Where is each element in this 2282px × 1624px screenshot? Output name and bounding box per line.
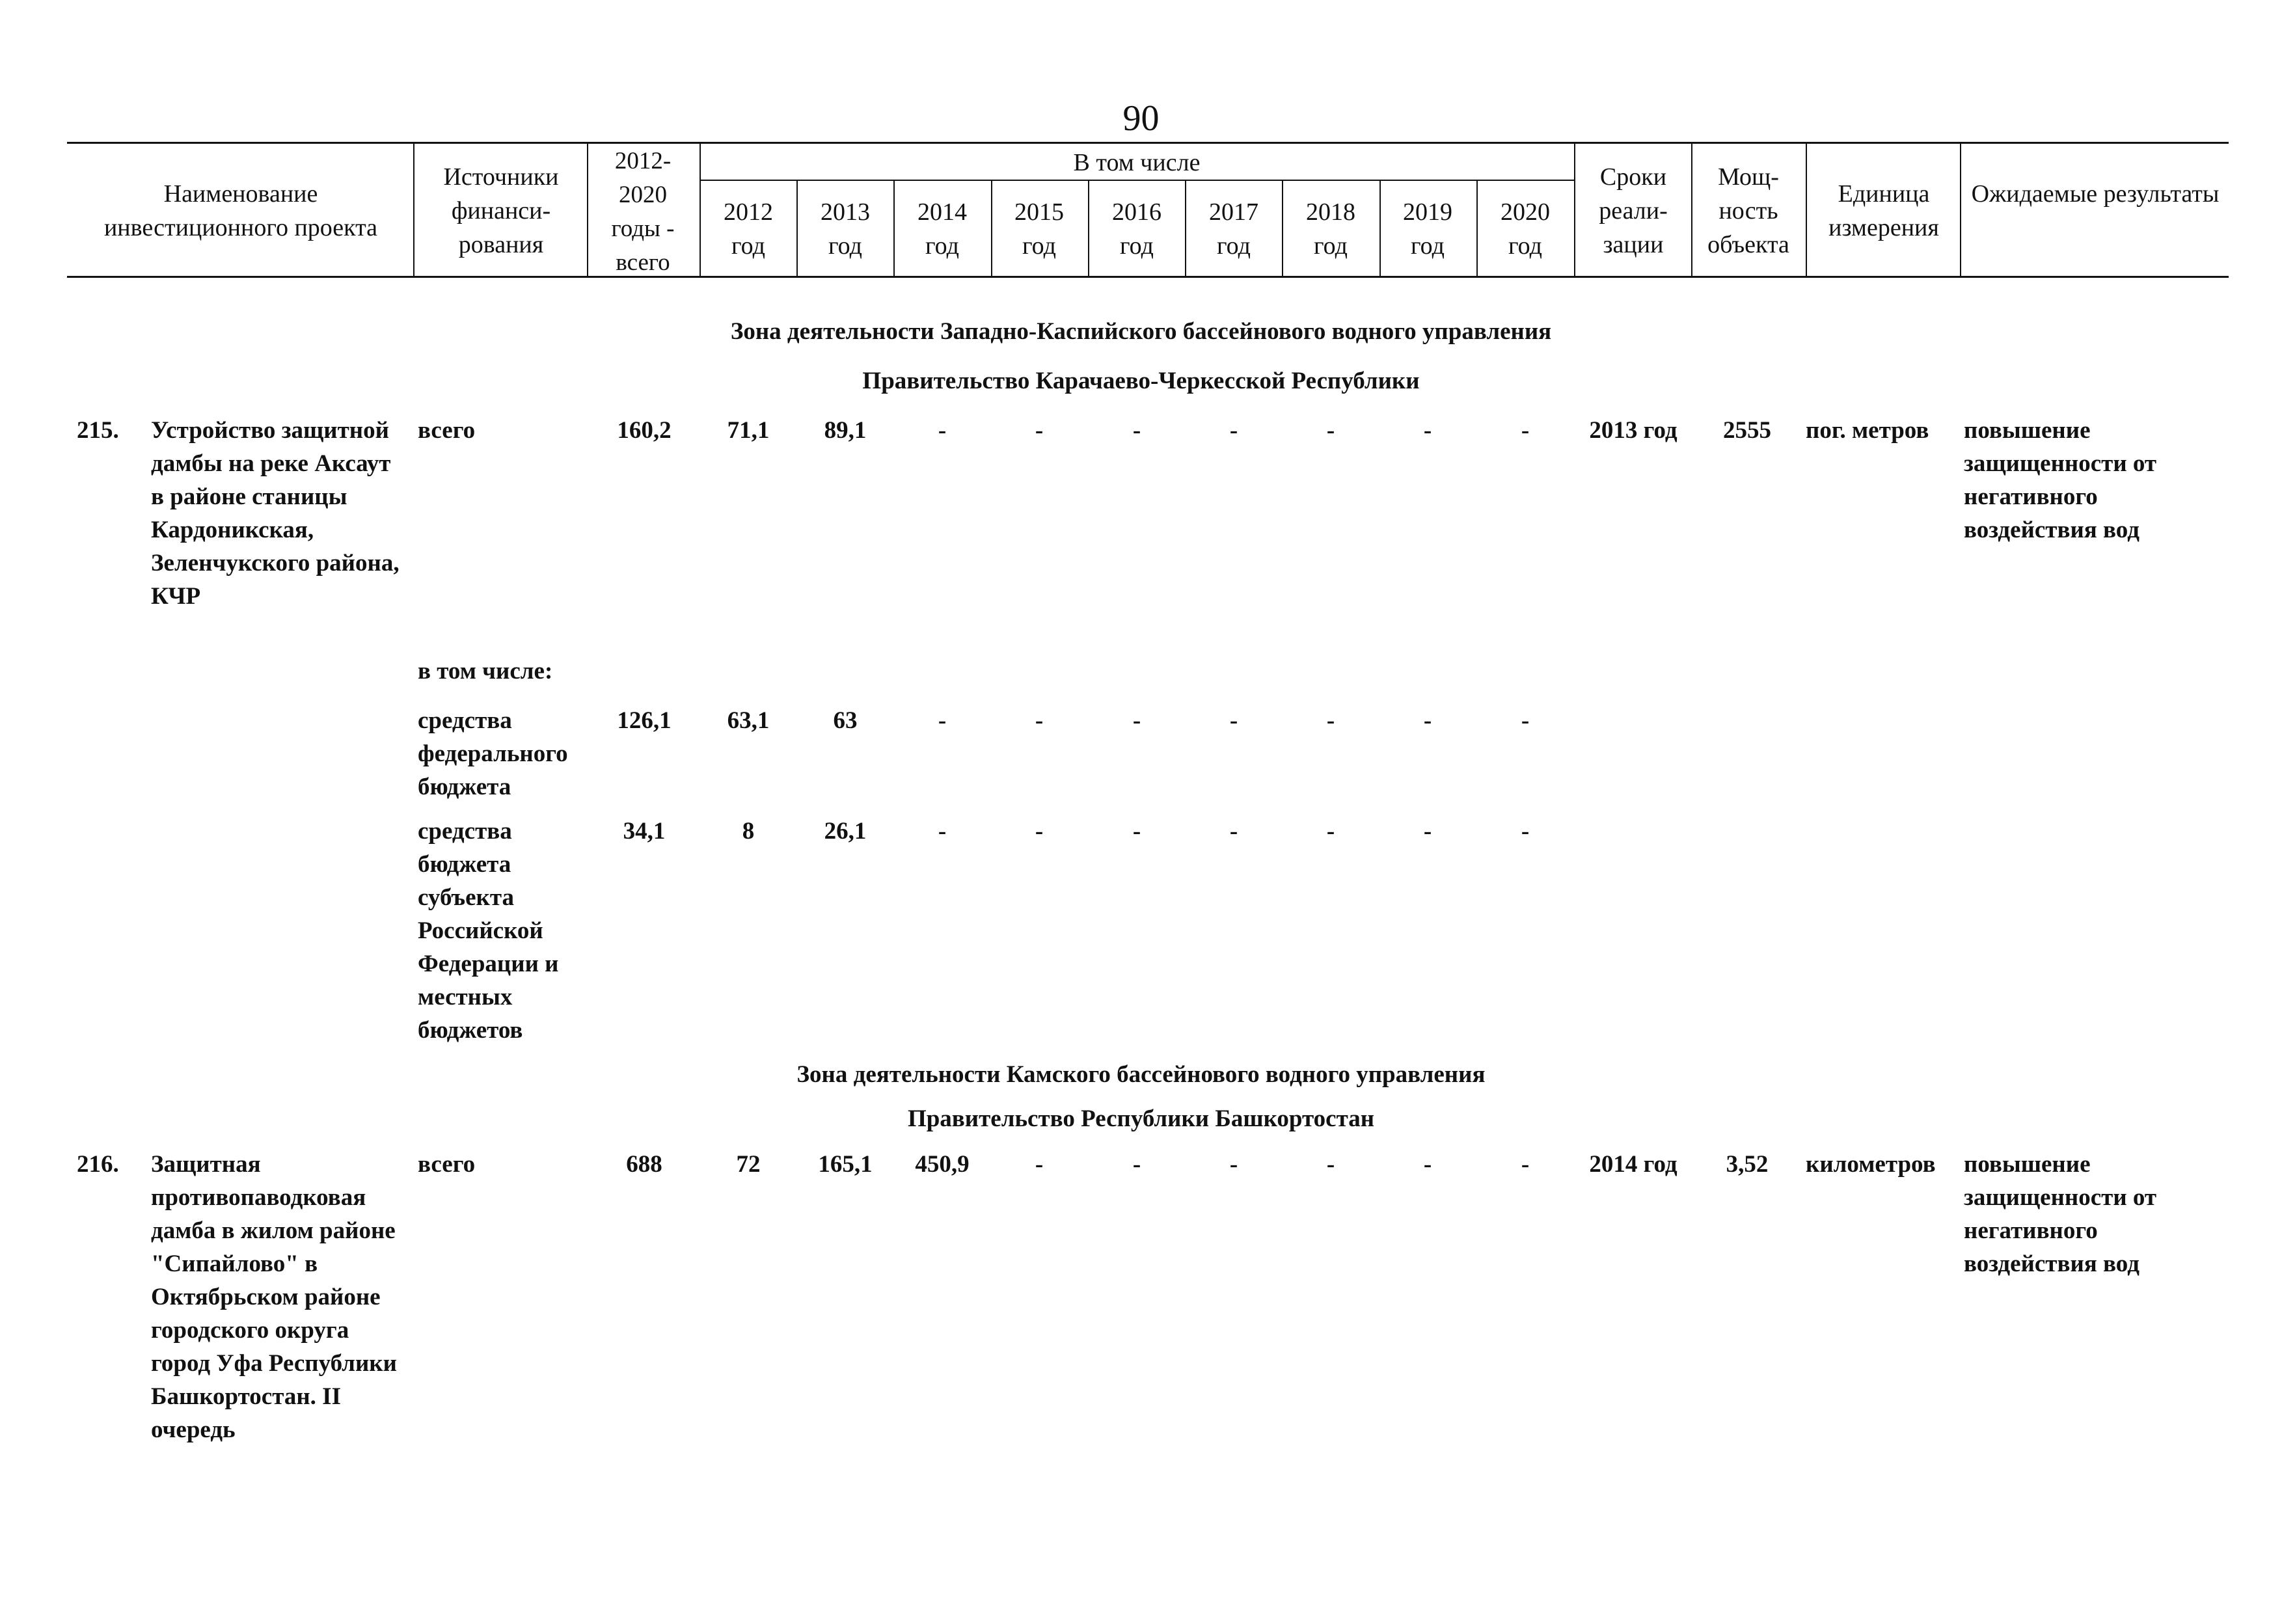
value-2019: -	[1423, 707, 1432, 734]
row-total: 126,1	[617, 707, 672, 734]
col-divider	[796, 181, 798, 276]
value-2017: -	[1229, 1151, 1238, 1178]
project-term: 2014 год	[1589, 1151, 1678, 1178]
row-total: 34,1	[623, 818, 666, 845]
col-divider	[1691, 143, 1692, 276]
source-label: всего	[418, 1151, 476, 1178]
col-divider	[1574, 143, 1575, 276]
value-2020: -	[1521, 417, 1530, 444]
value-2016: -	[1132, 707, 1141, 734]
col-divider	[1088, 181, 1089, 276]
project-name: Устройство защитной дамбы на реке Аксаут в районе станицы Кардоникская, Зеленчукского района, КЧР	[151, 417, 400, 610]
value-2013: 63	[833, 707, 858, 734]
header-including: В том числе	[1073, 149, 1201, 176]
value-2018: -	[1326, 818, 1335, 845]
header-term: Сроки реали-зации	[1599, 163, 1668, 258]
project-result: повышение защищенности от негативного воздействия вод	[1964, 1151, 2157, 1277]
project-term: 2013 год	[1589, 417, 1678, 444]
value-2014: 450,9	[915, 1151, 970, 1178]
project-number: 216.	[77, 1151, 119, 1178]
including-label: в том числе:	[418, 658, 553, 684]
page-number: 90	[1122, 98, 1160, 139]
col-divider	[413, 143, 414, 276]
project-name: Защитная противопаводковая дамба в жилом районе "Сипайлово" в Октябрьском районе городского округа город Уфа Республики Башкортостан. II очередь	[151, 1151, 397, 1443]
header-year-2013: 2013 год	[821, 198, 870, 260]
value-2017: -	[1229, 707, 1238, 734]
header-capacity: Мощ-ность объекта	[1707, 163, 1789, 258]
row-total: 688	[626, 1151, 662, 1178]
header-unit: Единица измерения	[1828, 180, 1939, 241]
source-label: средства федерального бюджета	[418, 707, 568, 800]
col-divider	[1185, 181, 1186, 276]
header-year-2014: 2014 год	[917, 198, 967, 260]
zone-heading: Зона деятельности Камского бассейнового водного управления	[796, 1061, 1486, 1088]
col-divider	[1960, 143, 1961, 276]
project-capacity: 3,52	[1726, 1151, 1769, 1178]
zone-heading: Зона деятельности Западно-Каспийского бассейнового водного управления	[730, 318, 1552, 345]
value-2016: -	[1132, 818, 1141, 845]
value-2013: 89,1	[824, 417, 867, 444]
col-divider	[893, 181, 895, 276]
value-2012: 8	[742, 818, 755, 845]
value-2018: -	[1326, 1151, 1335, 1178]
value-2012: 72	[736, 1151, 761, 1178]
project-capacity: 2555	[1723, 417, 1771, 444]
value-2016: -	[1132, 417, 1141, 444]
value-2014: -	[938, 707, 947, 734]
value-2012: 63,1	[727, 707, 770, 734]
government-heading: Правительство Карачаево-Черкесской Республики	[862, 368, 1420, 394]
value-2015: -	[1035, 417, 1044, 444]
value-2019: -	[1423, 1151, 1432, 1178]
project-number: 215.	[77, 417, 119, 444]
value-2020: -	[1521, 818, 1530, 845]
header-top-rule	[67, 142, 2229, 144]
value-2018: -	[1326, 417, 1335, 444]
header-year-2017: 2017 год	[1209, 198, 1258, 260]
value-2015: -	[1035, 818, 1044, 845]
years-subheader-rule	[700, 180, 1574, 181]
value-2013: 26,1	[824, 818, 867, 845]
government-heading: Правительство Республики Башкортостан	[907, 1105, 1375, 1132]
col-divider	[1476, 181, 1478, 276]
source-label: всего	[418, 417, 476, 444]
header-name: Наименование инвестиционного проекта	[103, 180, 378, 241]
header-year-2015: 2015 год	[1014, 198, 1064, 260]
header-results: Ожидаемые результаты	[1971, 180, 2220, 208]
header-year-2012: 2012 год	[724, 198, 773, 260]
value-2017: -	[1229, 417, 1238, 444]
value-2017: -	[1229, 818, 1238, 845]
project-result: повышение защищенности от негативного воздействия вод	[1964, 417, 2157, 543]
col-divider	[991, 181, 992, 276]
header-bottom-rule	[67, 276, 2229, 278]
project-unit: километров	[1806, 1151, 1936, 1178]
col-divider	[1379, 181, 1381, 276]
project-unit: пог. метров	[1806, 417, 1929, 444]
value-2014: -	[938, 417, 947, 444]
value-2019: -	[1423, 417, 1432, 444]
header-sources: Источники финанси-рования	[443, 163, 559, 258]
value-2014: -	[938, 818, 947, 845]
value-2019: -	[1423, 818, 1432, 845]
col-divider	[1806, 143, 1807, 276]
value-2015: -	[1035, 707, 1044, 734]
header-year-2019: 2019 год	[1403, 198, 1452, 260]
value-2015: -	[1035, 1151, 1044, 1178]
value-2018: -	[1326, 707, 1335, 734]
col-divider	[1282, 181, 1283, 276]
value-2020: -	[1521, 1151, 1530, 1178]
value-2013: 165,1	[818, 1151, 873, 1178]
header-year-2016: 2016 год	[1112, 198, 1161, 260]
header-year-2020: 2020 год	[1501, 198, 1550, 260]
header-total: 2012-2020 годы - всего	[611, 148, 675, 276]
source-label: средства бюджета субъекта Российской Федерации и местных бюджетов	[418, 818, 559, 1044]
value-2020: -	[1521, 707, 1530, 734]
row-total: 160,2	[617, 417, 672, 444]
value-2012: 71,1	[727, 417, 770, 444]
header-year-2018: 2018 год	[1306, 198, 1355, 260]
col-divider	[587, 143, 588, 276]
value-2016: -	[1132, 1151, 1141, 1178]
